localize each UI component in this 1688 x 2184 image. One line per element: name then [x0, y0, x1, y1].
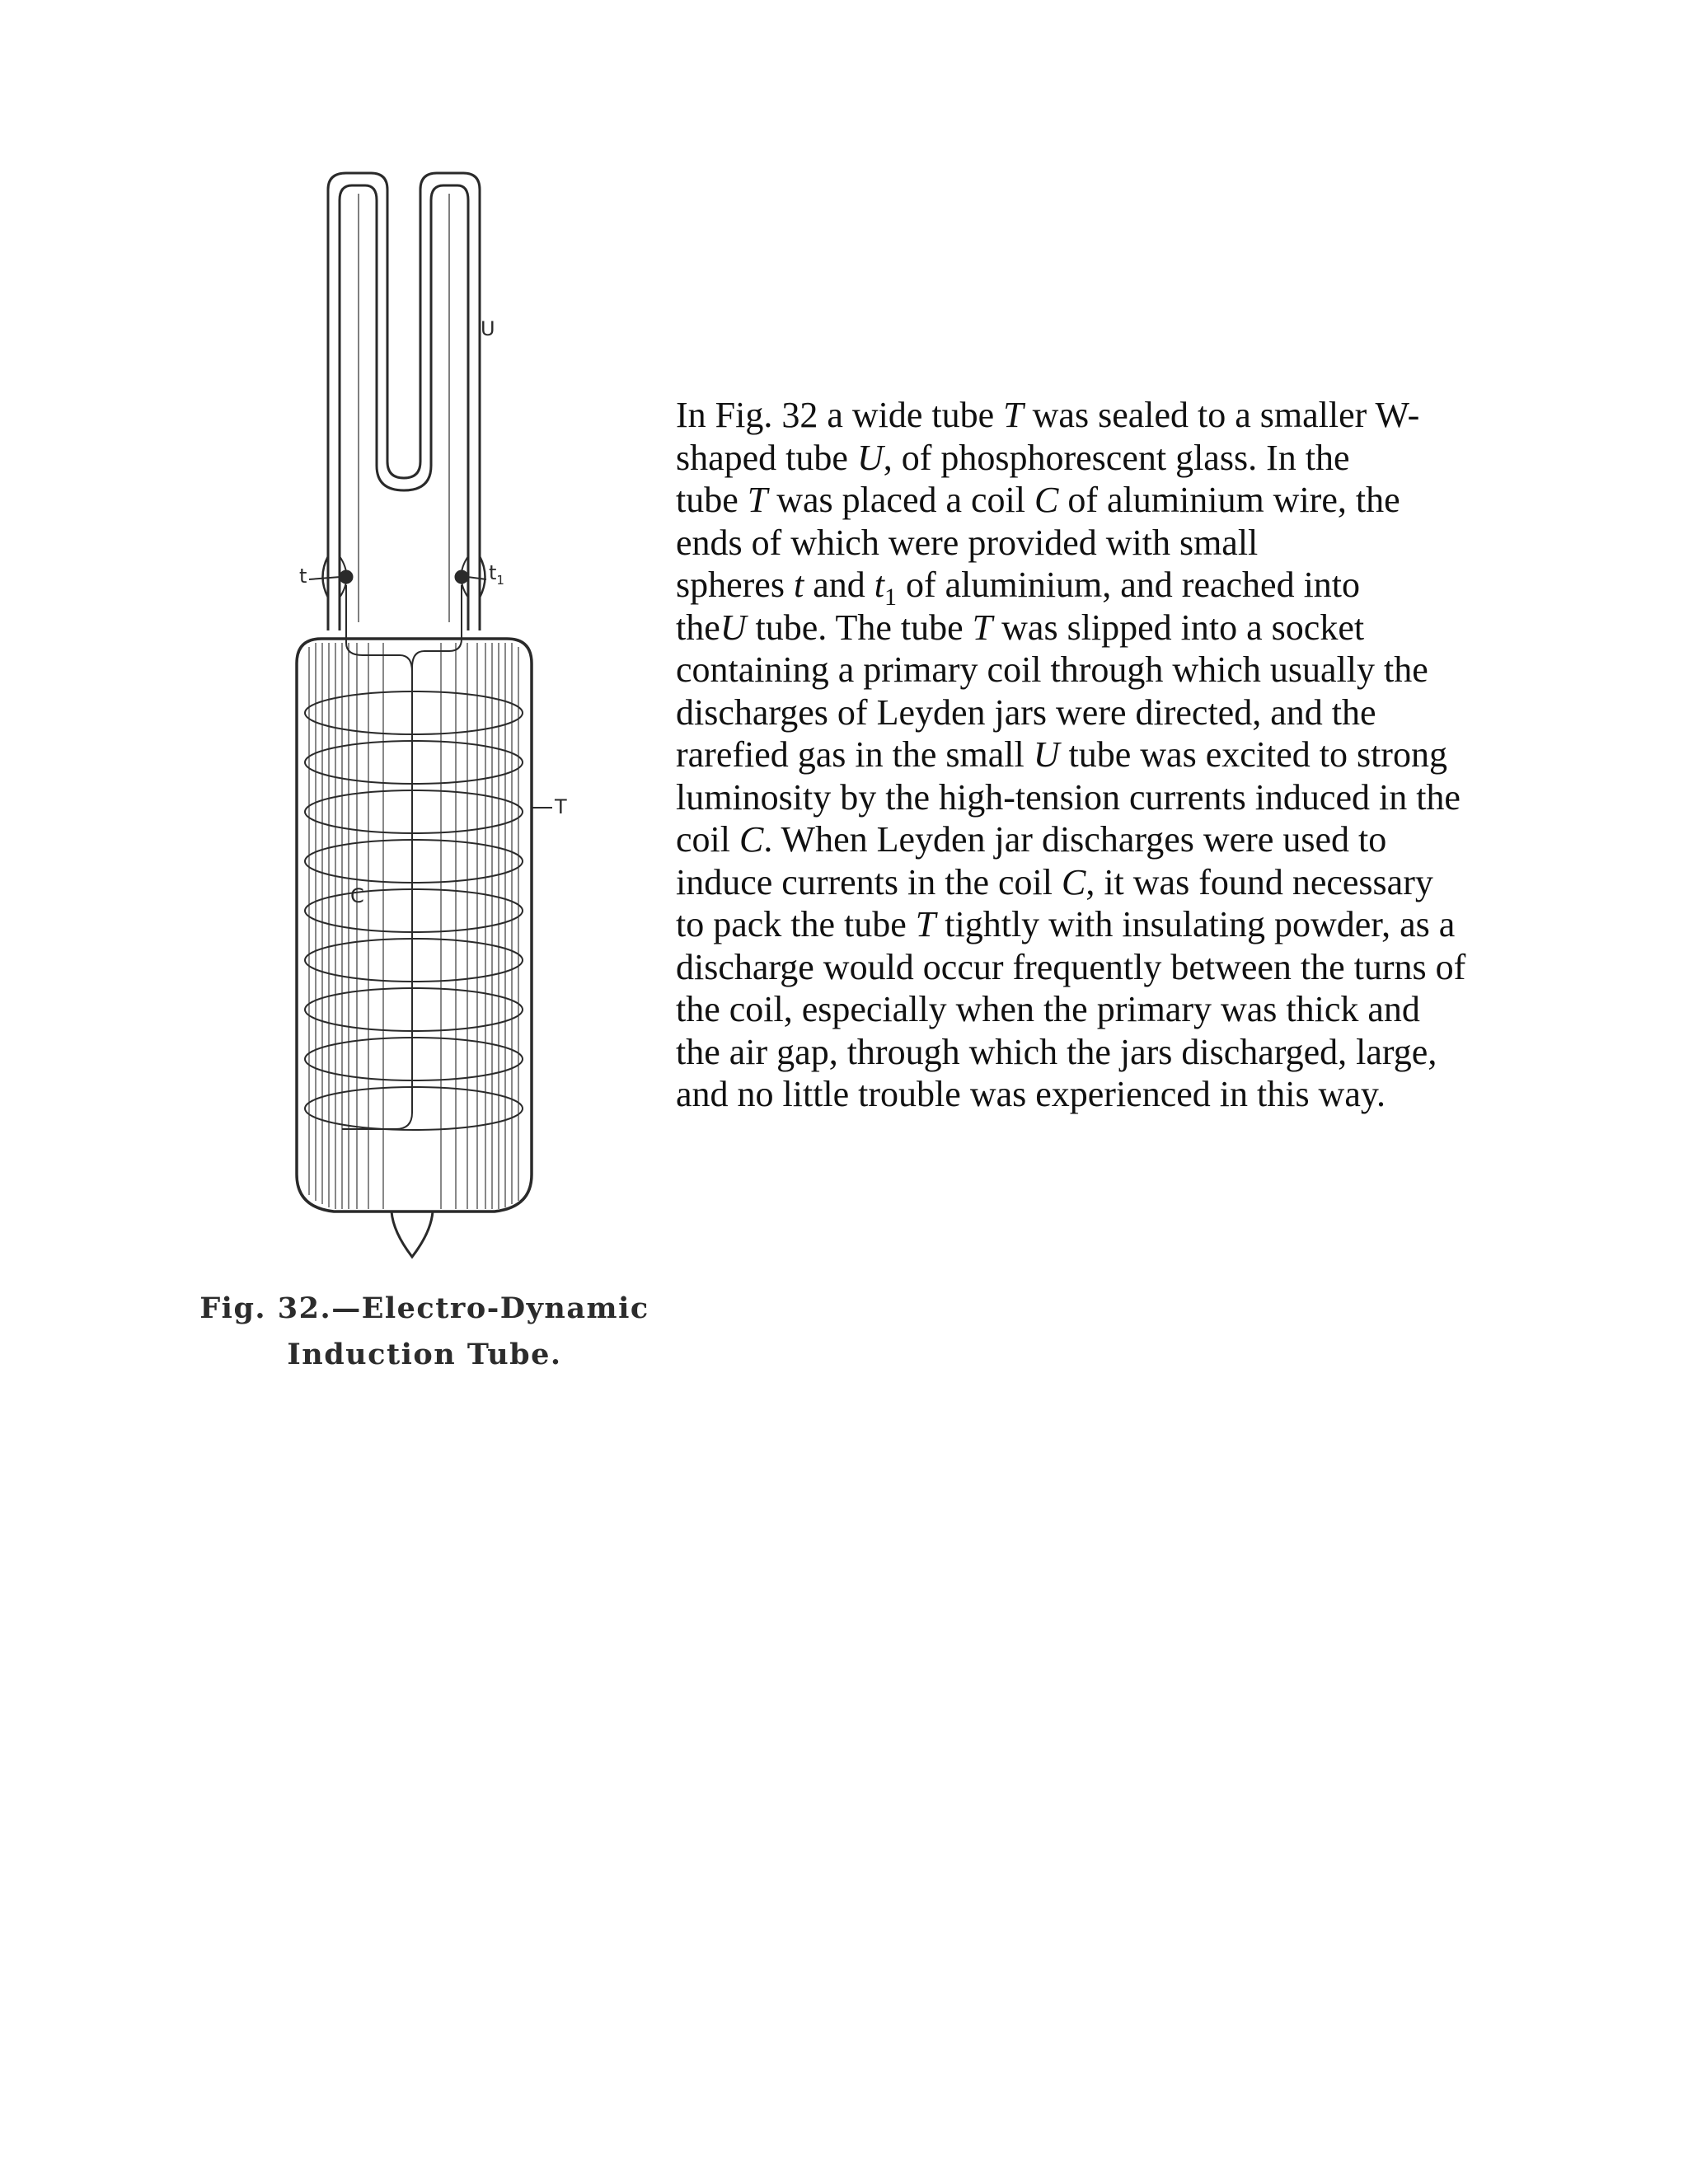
- label-t1: $t_1$: [489, 561, 504, 588]
- text-line: spheres t and $t_1$ of aluminium, and reached into: [676, 565, 1361, 611]
- aluminium-coil-c: [305, 691, 523, 1130]
- text-line: rarefied gas in the small U tube was excited to strong: [676, 734, 1447, 775]
- text-line: discharge would occur frequently between the turns of: [676, 946, 1466, 987]
- caption-line-1: Fig. 32.—Electro-Dynamic: [199, 1291, 649, 1325]
- text-line: In Fig. 32 a wide tube T was sealed to a smaller W-: [676, 395, 1420, 435]
- figure-caption: [177, 1286, 672, 1378]
- text-line: tube T was placed a coil C of aluminium wire, the: [676, 480, 1400, 520]
- text-line: discharges of Leyden jars were directed, and the: [676, 691, 1376, 733]
- text-line: the air gap, through which the jars discharged, large,: [676, 1031, 1437, 1072]
- label-u: U: [481, 317, 495, 340]
- tube-tip: [392, 1212, 433, 1257]
- text-line: to pack the tube T tightly with insulating powder, as a: [676, 904, 1456, 944]
- text-line: luminosity by the high-tension currents induced in the: [676, 776, 1461, 818]
- text-line: and no little trouble was experienced in this way.: [676, 1074, 1386, 1114]
- caption-line-2: Induction Tube.: [287, 1338, 562, 1371]
- figure-32: [177, 161, 672, 1371]
- induction-tube-illustration: [177, 161, 672, 1282]
- u-tube-outer: [328, 173, 480, 630]
- text-line: containing a primary coil through which usually the: [676, 649, 1428, 690]
- text-line: coil C. When Leyden jar discharges were used to: [676, 819, 1387, 860]
- label-t: t: [299, 565, 307, 588]
- description-paragraph: [676, 394, 1517, 1116]
- text-line: induce currents in the coil C, it was found necessary: [676, 861, 1433, 902]
- label-coil-c: C: [350, 884, 364, 907]
- text-line: shaped tube U, of phosphorescent glass. In the: [676, 437, 1350, 478]
- label-tube-t: T: [555, 795, 567, 818]
- text-line: the coil, especially when the primary was thick and: [676, 989, 1420, 1029]
- text-line: theU tube. The tube T was slipped into a socket: [676, 607, 1365, 648]
- text-line: ends of which were provided with small: [676, 522, 1259, 563]
